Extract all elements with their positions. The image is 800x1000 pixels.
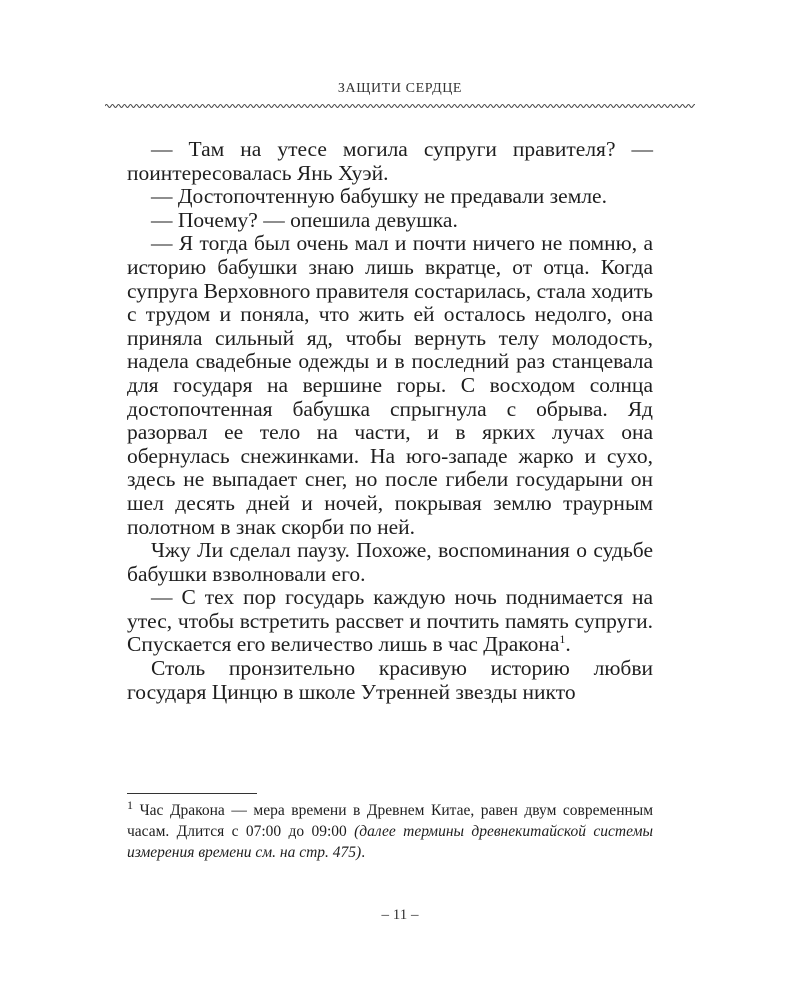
paragraph-6-text: — С тех пор государь каждую ночь поднимается на утес, чтобы встретить рассвет и почтить память супруги. Спускается его величество лишь в час Дракона: [127, 585, 653, 657]
page-number: – 11 –: [381, 907, 419, 923]
paragraph-4: — Я тогда был очень мал и почти ничего не помню, а историю бабушки знаю лишь вкратце, от отца. Когда супруга Верховного правителя состарилась, стала ходить с трудом и поняла, что жить ей осталось недолго, она приняла сильный яд, чтобы вернуть телу молодость, надела свадебные одежды и в последний раз станцевала для государя на вершине горы. С восходом солнца достопочтенная бабушка спрыгнула с обрыва. Яд разорвал ее тело на части, и в ярких лучах она обернулась снежинками. На юго-западе жарко и сухо, здесь не выпадает снег, но после гибели государыни он шел десять дней и ночей, покрывая землю траурным полотном в знак скорби по ней.: [127, 231, 653, 539]
footnote-italic-text: (далее термины древнекитайской системы измерения времени см. на стр. 475): [127, 823, 653, 861]
paragraph-1: — Там на утесе могила супруги правителя? — поинтересовалась Янь Хуэй.: [127, 137, 653, 185]
running-header: ЗАЩИТИ СЕРДЦЕ: [337, 81, 463, 96]
footnote-marker: 1: [127, 797, 133, 812]
footnote-text: Час Дракона — мера времени в Древнем Китае, равен двум современным часам. Длится с 07:00 до 09:00: [127, 802, 654, 840]
footnote-reference[interactable]: 1: [559, 632, 566, 647]
header-wavy-rule: [105, 100, 695, 112]
footnote: [127, 797, 654, 863]
paragraph-7: Столь пронзительно красивую историю любви государя Цинцю в школе Утренней звезды никто: [127, 656, 653, 704]
paragraph-5: Чжу Ли сделал паузу. Похоже, воспоминания о судьбе бабушки взволновали его.: [127, 538, 653, 586]
body-text: [127, 138, 653, 704]
footnote-end: .: [361, 844, 366, 861]
paragraph-6: — С тех пор государь каждую ночь поднимается на утес, чтобы встретить рассвет и почтить память супруги. Спускается его величество лишь в час Дракона$^1$.: [127, 585, 653, 657]
paragraph-2: — Достопочтенную бабушку не предавали земле.: [151, 184, 607, 209]
paragraph-3: — Почему? — опешила девушка.: [151, 207, 458, 232]
footnote-divider: [127, 793, 257, 794]
